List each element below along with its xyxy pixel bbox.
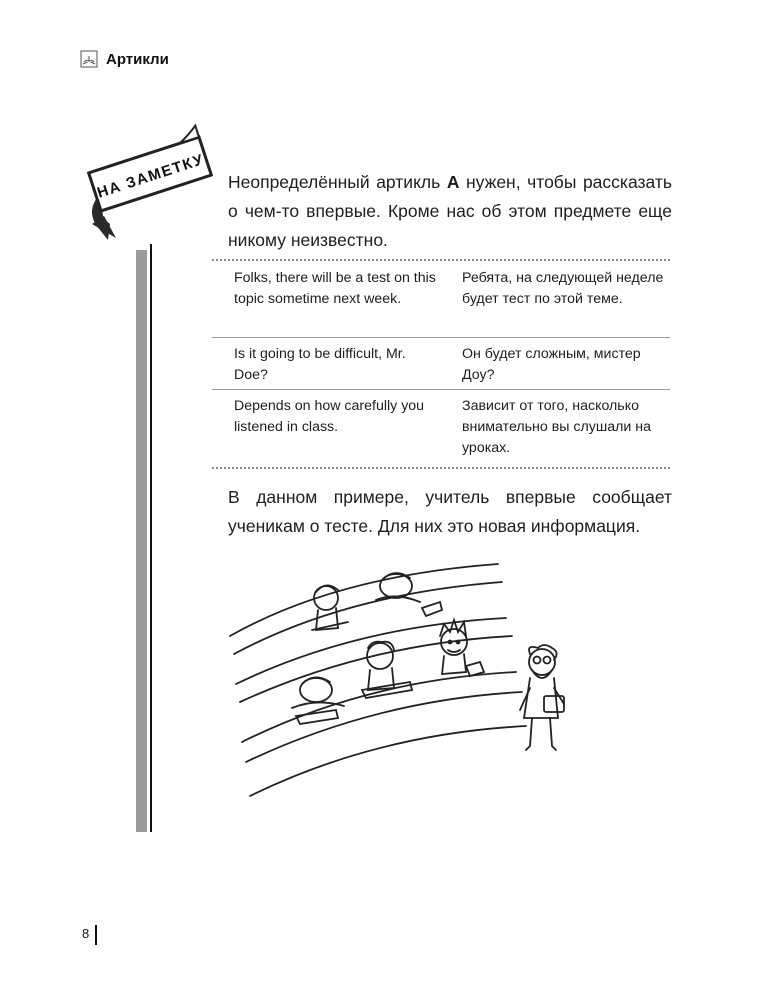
intro-text-2: нужен, чтобы рассказать о чем-то впервые. Кроме нас об этом предмете еще никому неизвестно.: [228, 172, 672, 250]
intro-article: A: [446, 172, 460, 192]
dialog-russian: Ребята, на следующей неделе будет тест по этой теме.: [462, 270, 664, 307]
page-title: Артикли: [106, 50, 169, 68]
intro-text-1: Неопределённый артикль: [228, 172, 447, 192]
note-badge: [82, 112, 218, 244]
side-black-line: [150, 244, 152, 832]
dialog-russian: Он будет сложным, мистер Доу?: [462, 346, 641, 383]
dotted-divider-top: [212, 259, 670, 261]
dialog-row: [212, 390, 670, 465]
dialog-row: [212, 338, 670, 390]
page-number: 8: [82, 926, 90, 941]
conclusion-paragraph: В данном примере, учитель впервые сообщает ученикам о тесте. Для них это новая информация.: [228, 487, 672, 536]
intro-paragraph: [228, 168, 672, 255]
side-gray-bar: [136, 250, 147, 832]
dialog-english: Depends on how carefully you listened in class.: [234, 398, 425, 435]
dialog-english: Folks, there will be a test on this topic sometime next week.: [234, 270, 436, 307]
dialog-row: [212, 262, 670, 338]
note-badge-label: НА ЗАМЕТКУ: [95, 151, 207, 202]
dialog-english: Is it going to be difficult, Mr. Doe?: [234, 346, 406, 383]
dialog-table: [212, 262, 670, 465]
classroom-illustration-icon: [226, 556, 590, 808]
book-icon: [80, 50, 98, 68]
dotted-divider-bottom: [212, 467, 670, 469]
page-number-bar: [95, 925, 97, 945]
dialog-russian: Зависит от того, насколько внимательно вы слушали на уроках.: [462, 398, 652, 456]
page-header: [80, 48, 169, 70]
